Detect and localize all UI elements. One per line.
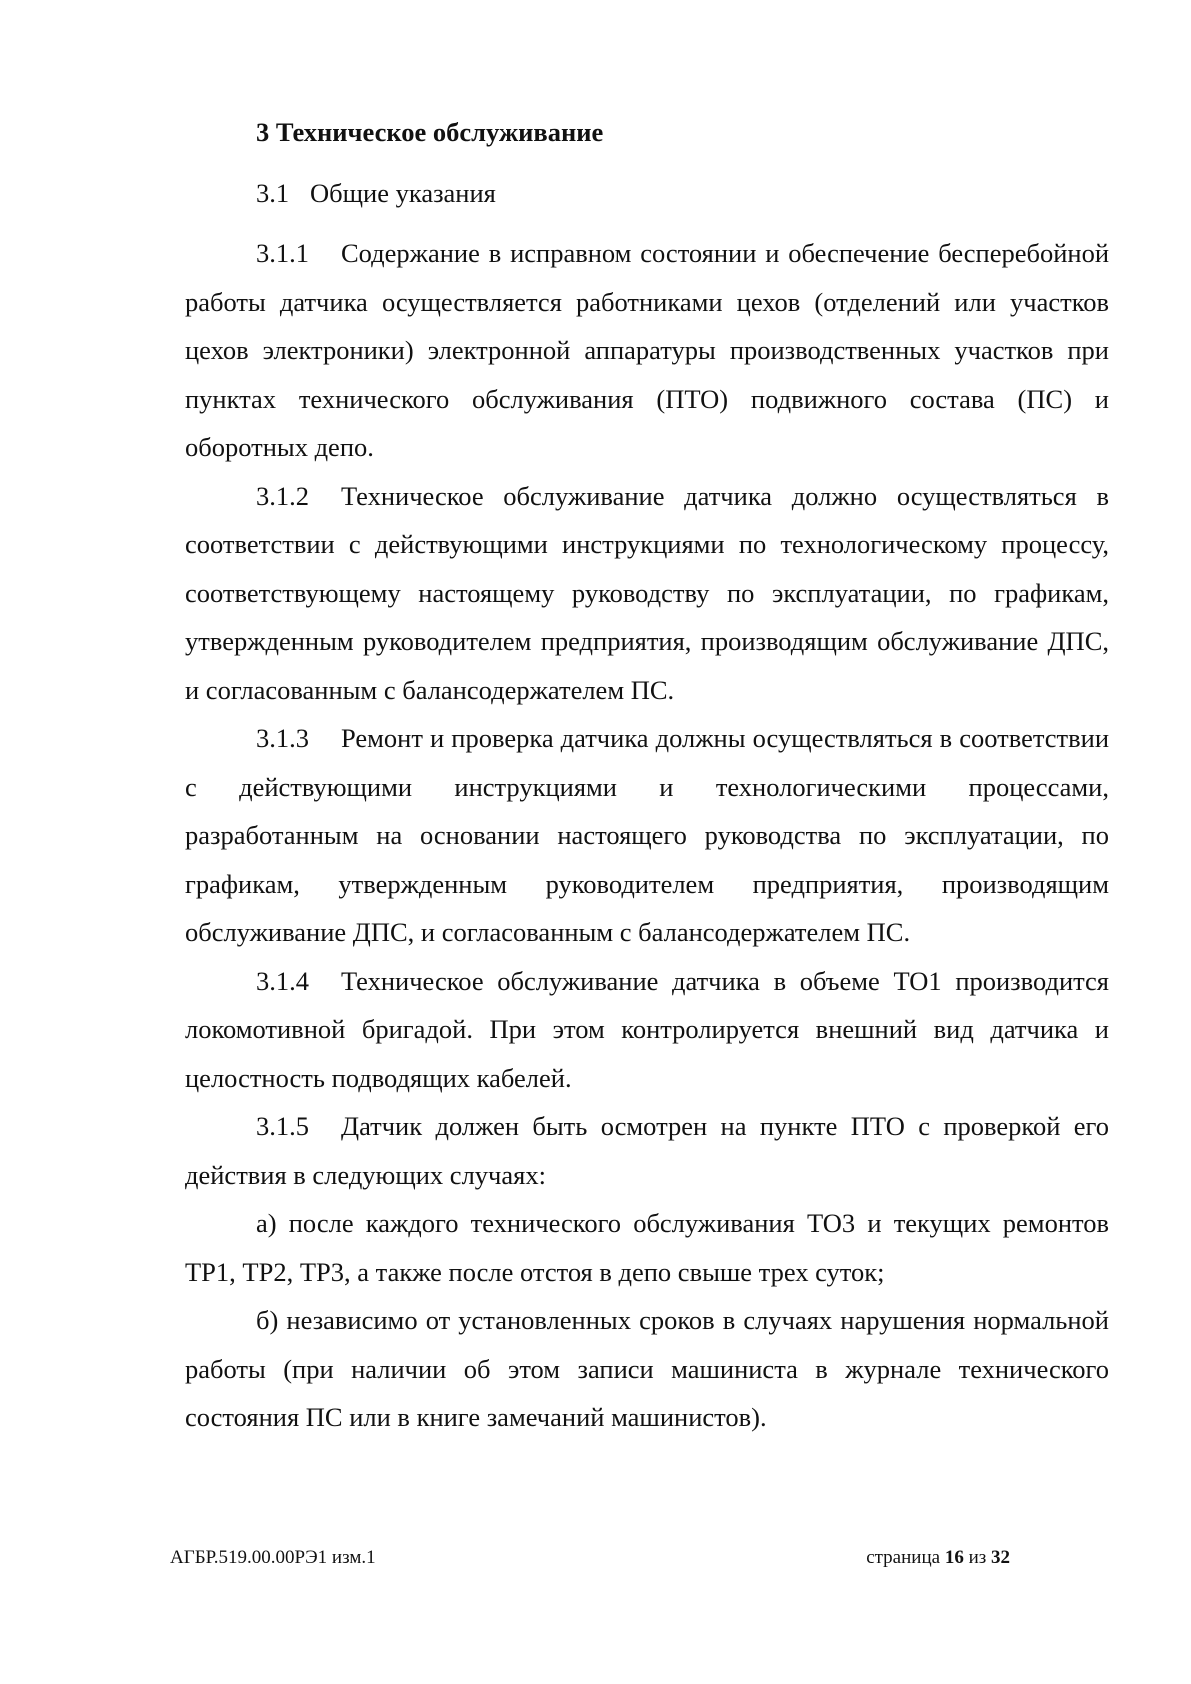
paragraph-3-1-3 [185,714,1109,957]
list-item-a: а) после каждого технического обслуживания ТО3 и текущих ремонтов ТР1, ТР2, ТР3, а также после отстоя в депо свыше трех суток; [185,1208,1109,1287]
paragraph-text: Ремонт и проверка датчика должны осуществляться в соответствии с действующими инструкциями и технологическими процессами, разработанным на основании настоящего руководства по эксплуатации, по графикам, утвержденным руководителем предприятия, производящим обслуживание ДПС, и согласованным с балансодержателем ПС. [185,723,1109,947]
page-total: 32 [991,1547,1010,1568]
subsection-title: Общие указания [310,177,496,208]
paragraph-text: Техническое обслуживание датчика должно осуществляться в соответствии с действующими инструкциями по технологическому процессу, соответствующему настоящему руководству по эксплуатации, по графикам, утвержденным руководителем предприятия, производящим обслуживание ДПС, и согласованным с балансодержателем ПС. [185,480,1109,705]
subsection-number: 3.1 [256,177,290,208]
paragraph-3-1-1 [185,229,1109,472]
paragraph-3-1-4 [185,957,1109,1103]
subsection-heading [185,169,1109,218]
paragraph-number: 3.1.5 [256,1111,309,1141]
section-heading: 3 Техническое обслуживание [256,117,604,147]
page-current: 16 [944,1547,964,1568]
paragraph-number: 3.1.3 [256,723,309,753]
paragraph-3-1-2 [185,472,1109,715]
paragraph-number: 3.1.1 [256,238,309,268]
page-content [185,108,1109,1442]
paragraph-number: 3.1.4 [256,965,309,996]
paragraph-text: Датчик должен быть осмотрен на пункте ПТО с проверкой его действия в следующих случаях: [185,1111,1109,1190]
paragraph-3-1-5 [185,1102,1109,1199]
page-separator: из [968,1547,987,1568]
paragraph-number: 3.1.2 [256,480,309,511]
list-item-b: б) независимо от установленных сроков в случаях нарушения нормальной работы (при наличии об этом записи машиниста в журнале технического состояния ПС или в книге замечаний машинистов). [185,1305,1109,1432]
page-label: страница [866,1547,941,1568]
page-number [866,1546,1010,1570]
paragraph-text: Содержание в исправном состоянии и обеспечение бесперебойной работы датчика осуществляется работниками цехов (отделений или участков цехов электроники) электронной аппаратуры производственных участков при пунктах технического обслуживания (ПТО) подвижного состава (ПС) и оборотных депо. [185,238,1109,462]
paragraph-text: Техническое обслуживание датчика в объеме ТО1 производится локомотивной бригадой. При этом контролируется внешний вид датчика и целостность подводящих кабелей. [185,965,1109,1093]
document-code: АГБР.519.00.00РЭ1 изм.1 [170,1547,376,1568]
